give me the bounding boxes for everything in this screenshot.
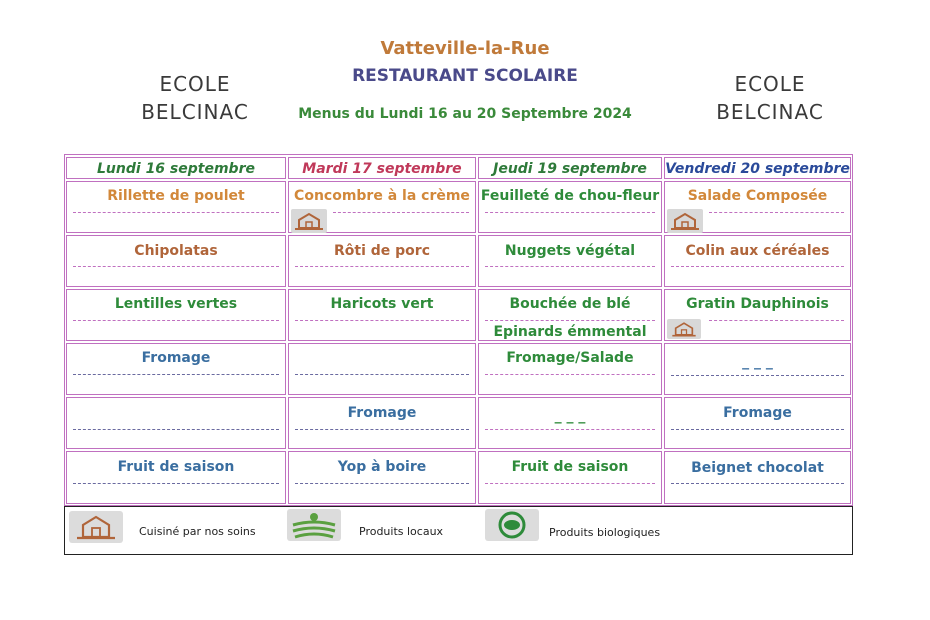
cell-r1-friday	[664, 181, 851, 233]
dish-r2-tuesday: Rôti de porc	[334, 243, 430, 259]
dish-r3-thursday: Bouchée de blé	[509, 296, 631, 312]
divider	[485, 483, 655, 484]
divider	[485, 374, 655, 375]
divider	[485, 266, 655, 267]
divider	[671, 266, 844, 267]
right-school-line1: ECOLE	[734, 72, 806, 96]
dish-r2-friday: Colin aux céréales	[685, 243, 830, 259]
cell-r4-friday	[664, 343, 851, 395]
divider	[295, 320, 469, 321]
day-header-monday: Lundi 16 septembre	[66, 157, 286, 179]
cell-r5-monday	[66, 397, 286, 449]
right-school-line2: BELCINAC	[716, 100, 824, 124]
divider	[671, 375, 844, 376]
cell-r1-monday	[66, 181, 286, 233]
legend-home-label: Cuisiné par nos soins	[139, 525, 256, 538]
legend	[64, 506, 853, 555]
divider	[295, 374, 469, 375]
cell-r3-thursday	[478, 289, 662, 341]
dish-r6-thursday: Fruit de saison	[511, 459, 629, 475]
cell-r6-monday	[66, 451, 286, 504]
town-name: Vatteville-la-Rue	[380, 38, 550, 59]
dish-r3b-thursday: Epinards émmental	[493, 324, 647, 340]
bio-icon	[485, 509, 539, 541]
cell-r3-monday	[66, 289, 286, 341]
divider	[333, 212, 469, 213]
cell-r4-tuesday	[288, 343, 476, 395]
divider	[73, 320, 279, 321]
house-icon	[667, 319, 701, 339]
day-header-thursday: Jeudi 19 septembre	[478, 157, 662, 179]
menu-dates: Menus du Lundi 16 au 20 Septembre 2024	[298, 106, 632, 122]
cell-r2-friday	[664, 235, 851, 287]
divider	[671, 483, 844, 484]
divider	[73, 212, 279, 213]
divider	[485, 429, 655, 430]
divider	[295, 483, 469, 484]
dish-r2-thursday: Nuggets végétal	[504, 243, 636, 259]
divider	[73, 429, 279, 430]
dish-r5-friday: Fromage	[723, 405, 792, 421]
dish-r1-thursday: Feuilleté de chou-fleur	[480, 188, 660, 204]
divider	[295, 266, 469, 267]
cell-r1-thursday	[478, 181, 662, 233]
house-icon	[69, 511, 123, 543]
cell-r4-thursday	[478, 343, 662, 395]
divider	[709, 212, 844, 213]
day-header-friday: Vendredi 20 septembre	[664, 157, 851, 179]
dish-r3-friday: Gratin Dauphinois	[686, 296, 829, 312]
divider	[73, 266, 279, 267]
cell-r5-thursday	[478, 397, 662, 449]
cell-r2-thursday	[478, 235, 662, 287]
divider	[73, 483, 279, 484]
left-school-name	[130, 70, 260, 126]
divider	[295, 429, 469, 430]
cell-r3-tuesday	[288, 289, 476, 341]
house-icon	[291, 209, 327, 233]
cell-r6-tuesday	[288, 451, 476, 504]
cell-r6-thursday	[478, 451, 662, 504]
dish-r6-friday: Beignet chocolat	[691, 460, 824, 476]
legend-bio-label: Produits biologiques	[549, 526, 661, 539]
dish-r1-friday: Salade Composée	[687, 188, 828, 204]
dish-r6-tuesday: Yop à boire	[337, 459, 427, 475]
dish-r5-tuesday: Fromage	[347, 405, 417, 421]
right-school-name	[700, 70, 840, 126]
dish-r2-monday: Chipolatas	[134, 243, 218, 259]
fields-icon	[287, 509, 341, 541]
cell-r3-friday	[664, 289, 851, 341]
cell-r5-friday	[664, 397, 851, 449]
cell-r6-friday	[664, 451, 851, 504]
dish-r1-tuesday: Concombre à la crème	[294, 188, 470, 204]
cell-r5-tuesday	[288, 397, 476, 449]
cell-r1-tuesday	[288, 181, 476, 233]
legend-local-label: Produits locaux	[359, 525, 444, 538]
divider	[671, 429, 844, 430]
divider	[709, 320, 844, 321]
restaurant-title: RESTAURANT SCOLAIRE	[352, 66, 578, 86]
left-school-line2: BELCINAC	[141, 100, 249, 124]
dish-r1-monday: Rillette de poulet	[107, 188, 245, 204]
dish-r4-monday: Fromage	[141, 350, 211, 366]
dish-r6-monday: Fruit de saison	[117, 459, 235, 475]
dish-r3-monday: Lentilles vertes	[114, 296, 238, 312]
divider	[485, 320, 655, 321]
cell-r4-monday	[66, 343, 286, 395]
left-school-line1: ECOLE	[159, 72, 231, 96]
house-icon	[667, 209, 703, 233]
dish-r3-tuesday: Haricots vert	[330, 296, 434, 312]
dish-r4-thursday: Fromage/Salade	[506, 350, 634, 366]
divider	[485, 212, 655, 213]
cell-r2-monday	[66, 235, 286, 287]
cell-r2-tuesday	[288, 235, 476, 287]
dish-r4-friday: _ _ _	[742, 354, 773, 370]
dish-r5-thursday: _ _ _	[554, 408, 586, 424]
divider	[73, 374, 279, 375]
day-header-tuesday: Mardi 17 septembre	[288, 157, 476, 179]
